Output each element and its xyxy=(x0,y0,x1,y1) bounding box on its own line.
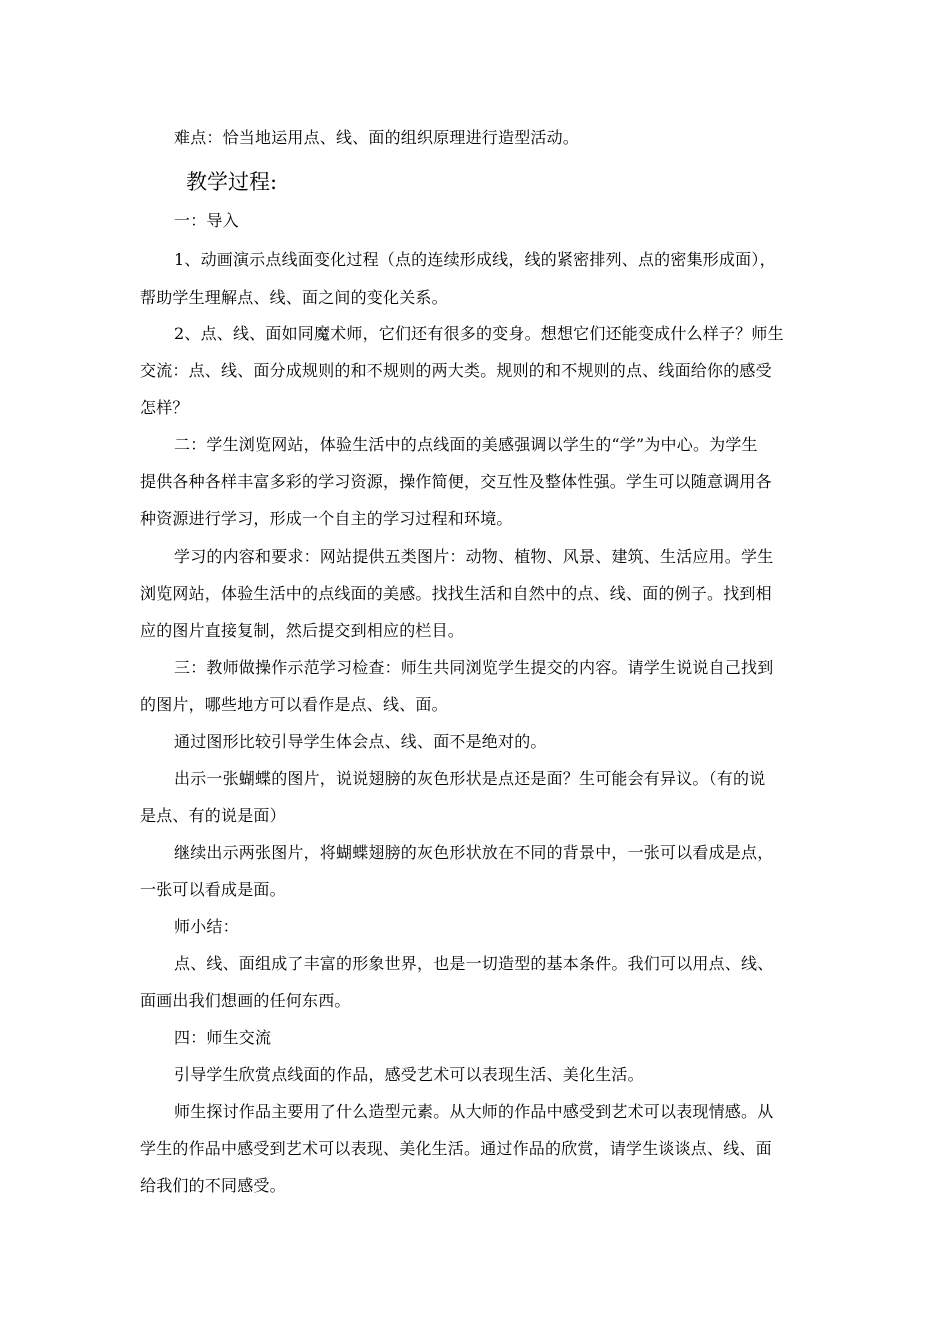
section-4-title: 四：师生交流 xyxy=(174,1028,272,1047)
paragraph-1-line-1: 1、动画演示点线面变化过程（点的连续形成线，线的紧密排列、点的密集形成面）， xyxy=(174,250,776,269)
paragraph-5-line-2: 的图片，哪些地方可以看作是点、线、面。 xyxy=(140,695,448,714)
paragraph-11-line-1: 引导学生欣赏点线面的作品，感受艺术可以表现生活、美化生活。 xyxy=(174,1065,644,1084)
paragraph-1-line-2: 帮助学生理解点、线、面之间的变化关系。 xyxy=(140,288,448,307)
teaching-process-heading: 教学过程: xyxy=(186,170,278,194)
paragraph-5-line-1: 三：教师做操作示范学习检查：师生共同浏览学生提交的内容。请学生说说自己找到 xyxy=(174,658,774,677)
paragraph-8-line-2: 一张可以看成是面。 xyxy=(140,880,286,899)
paragraph-2-line-3: 怎样？ xyxy=(140,398,189,417)
paragraph-4-line-1: 学习的内容和要求：网站提供五类图片：动物、植物、风景、建筑、生活应用。学生 xyxy=(174,547,774,566)
paragraph-8-line-1: 继续出示两张图片，将蝴蝶翅膀的灰色形状放在不同的背景中，一张可以看成是点， xyxy=(174,843,774,862)
paragraph-4-line-2: 浏览网站，体验生活中的点线面的美感。找找生活和自然中的点、线、面的例子。找到相 xyxy=(140,584,772,603)
paragraph-7-line-1: 出示一张蝴蝶的图片，说说翅膀的灰色形状是点还是面？生可能会有异议。（有的说 xyxy=(174,769,766,788)
paragraph-3-line-3: 种资源进行学习，形成一个自主的学习过程和环境。 xyxy=(140,509,513,528)
paragraph-7-line-2: 是点、有的说是面） xyxy=(140,806,286,825)
difficulty-line: 难点：恰当地运用点、线、面的组织原理进行造型活动。 xyxy=(174,128,580,147)
paragraph-3-line-2: 提供各种各样丰富多彩的学习资源，操作简便，交互性及整体性强。学生可以随意调用各 xyxy=(140,472,772,491)
paragraph-12-line-1: 师生探讨作品主要用了什么造型元素。从大师的作品中感受到艺术可以表现情感。从 xyxy=(174,1102,774,1121)
paragraph-10-line-2: 面画出我们想画的任何东西。 xyxy=(140,991,351,1010)
paragraph-10-line-1: 点、线、面组成了丰富的形象世界，也是一切造型的基本条件。我们可以用点、线、 xyxy=(174,954,774,973)
paragraph-4-line-3: 应的图片直接复制，然后提交到相应的栏目。 xyxy=(140,621,465,640)
section-1-title: 一：导入 xyxy=(174,211,239,230)
paragraph-2-line-2: 交流：点、线、面分成规则的和不规则的两大类。规则的和不规则的点、线面给你的感受 xyxy=(140,361,772,380)
paragraph-12-line-3: 给我们的不同感受。 xyxy=(140,1176,286,1195)
paragraph-2-line-1: 2、点、线、面如同魔术师，它们还有很多的变身。想想它们还能变成什么样子？师生 xyxy=(174,324,784,343)
paragraph-12-line-2: 学生的作品中感受到艺术可以表现、美化生活。通过作品的欣赏，请学生谈谈点、线、面 xyxy=(140,1139,772,1158)
teacher-summary-label: 师小结： xyxy=(174,917,239,936)
paragraph-3-line-1: 二：学生浏览网站，体验生活中的点线面的美感强调以学生的“学”为中心。为学生 xyxy=(174,435,758,454)
paragraph-6-line-1: 通过图形比较引导学生体会点、线、面不是绝对的。 xyxy=(174,732,547,751)
